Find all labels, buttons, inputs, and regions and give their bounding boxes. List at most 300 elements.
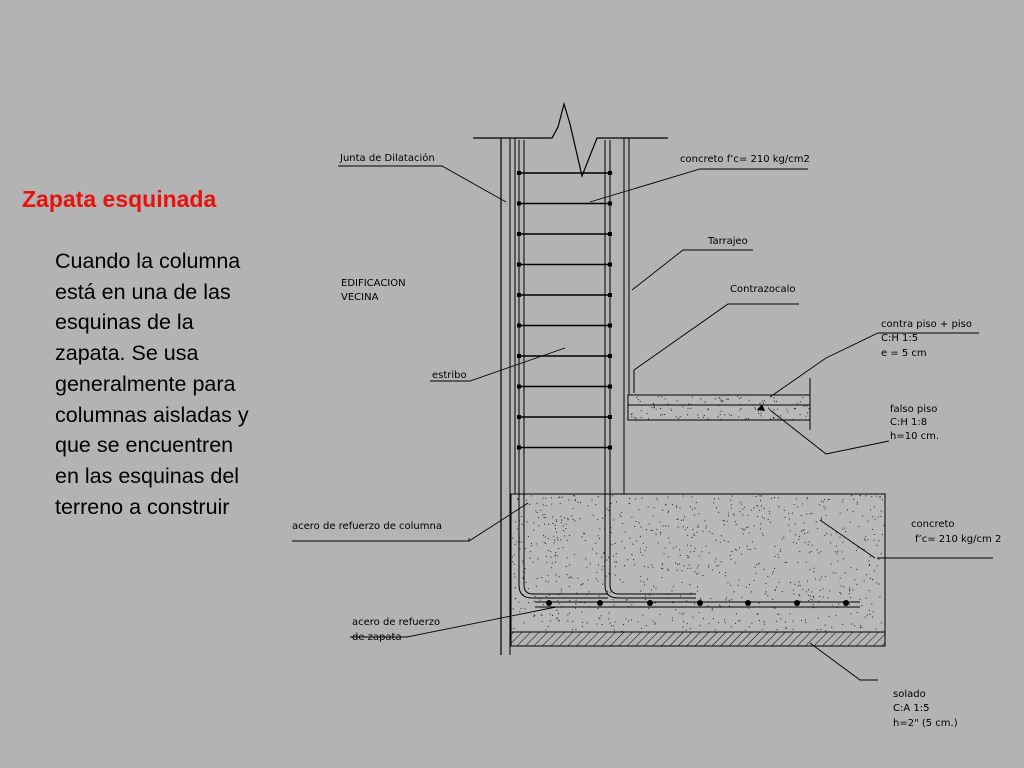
concrete-speck — [688, 556, 689, 557]
concrete-speck — [813, 597, 814, 598]
label-concreto-columna: concreto f’c= 210 kg/cm2 — [680, 154, 810, 165]
concrete-speck — [559, 497, 560, 498]
floor-speck — [721, 419, 722, 420]
concrete-speck — [626, 618, 627, 619]
concrete-speck — [746, 527, 747, 528]
concrete-speck — [842, 552, 843, 553]
concrete-speck — [651, 590, 652, 591]
concrete-speck — [548, 538, 549, 539]
floor-speck — [749, 400, 750, 401]
concrete-speck — [526, 582, 527, 583]
concrete-speck — [549, 595, 550, 596]
stirrup-bar-dot — [517, 171, 521, 175]
concrete-speck — [611, 625, 612, 626]
concrete-speck — [718, 622, 719, 623]
concrete-speck — [561, 589, 562, 590]
concrete-speck — [687, 527, 688, 528]
concrete-speck — [566, 524, 567, 525]
floor-speck — [751, 404, 752, 405]
concrete-speck — [686, 600, 687, 601]
concrete-speck — [858, 547, 859, 548]
concrete-speck — [793, 594, 794, 595]
floor-speck — [754, 407, 755, 408]
concrete-speck — [725, 622, 726, 623]
concrete-speck — [685, 529, 686, 530]
concrete-speck — [812, 545, 813, 546]
concrete-speck — [640, 527, 641, 528]
floor-speck — [688, 404, 689, 405]
concrete-speck — [537, 512, 538, 513]
concrete-speck — [653, 586, 654, 587]
floor-speck — [671, 410, 672, 411]
concrete-speck — [851, 624, 852, 625]
concrete-speck — [627, 559, 628, 560]
concrete-speck — [653, 621, 654, 622]
concrete-speck — [592, 549, 593, 550]
concrete-speck — [700, 599, 701, 600]
concrete-speck — [854, 579, 855, 580]
concrete-speck — [753, 580, 754, 581]
concrete-speck — [645, 599, 646, 600]
floor-speck — [648, 418, 649, 419]
floor-speck — [641, 417, 642, 418]
concrete-speck — [794, 504, 795, 505]
stirrup-bar-dot — [608, 202, 612, 206]
concrete-speck — [558, 621, 559, 622]
concrete-speck — [560, 539, 561, 540]
concrete-speck — [756, 564, 757, 565]
concrete-speck — [738, 585, 739, 586]
concrete-speck — [615, 566, 616, 567]
concrete-speck — [871, 496, 872, 497]
concrete-speck — [556, 581, 557, 582]
concrete-speck — [621, 516, 622, 517]
concrete-speck — [544, 514, 545, 515]
stirrup-bar-dot — [608, 263, 612, 267]
concrete-speck — [531, 545, 532, 546]
concrete-speck — [679, 613, 680, 614]
concrete-speck — [644, 585, 645, 586]
concrete-speck — [569, 613, 570, 614]
concrete-speck — [564, 517, 565, 518]
concrete-speck — [670, 542, 671, 543]
concrete-speck — [736, 524, 737, 525]
concrete-speck — [699, 625, 700, 626]
label-tarrajeo: Tarrajeo — [708, 236, 748, 247]
concrete-speck — [631, 517, 632, 518]
concrete-speck — [774, 608, 775, 609]
concrete-speck — [749, 533, 750, 534]
concrete-speck — [849, 604, 850, 605]
floor-speck — [764, 400, 765, 401]
concrete-speck — [764, 518, 765, 519]
concrete-speck — [858, 526, 859, 527]
concrete-speck — [665, 526, 666, 527]
concrete-speck — [694, 515, 695, 516]
concrete-speck — [546, 556, 547, 557]
concrete-speck — [533, 530, 534, 531]
concrete-speck — [581, 611, 582, 612]
concrete-speck — [598, 564, 599, 565]
concrete-speck — [696, 574, 697, 575]
concrete-speck — [623, 582, 624, 583]
floor-speck — [636, 418, 637, 419]
floor-speck — [654, 406, 655, 407]
concrete-speck — [773, 571, 774, 572]
concrete-speck — [569, 564, 570, 565]
concrete-speck — [687, 535, 688, 536]
floor-speck — [725, 404, 726, 405]
concrete-speck — [876, 583, 877, 584]
concrete-speck — [512, 538, 513, 539]
concrete-speck — [825, 630, 826, 631]
concrete-speck — [778, 497, 779, 498]
concrete-speck — [599, 596, 600, 597]
concrete-speck — [762, 533, 763, 534]
stirrup-bar-dot — [608, 293, 612, 297]
concrete-speck — [546, 505, 547, 506]
concrete-speck — [528, 588, 529, 589]
concrete-speck — [695, 508, 696, 509]
concrete-speck — [679, 564, 680, 565]
floor-speck — [748, 418, 749, 419]
floor-speck — [794, 408, 795, 409]
concrete-speck — [718, 498, 719, 499]
concrete-speck — [599, 617, 600, 618]
concrete-speck — [724, 520, 725, 521]
floor-speck — [640, 401, 641, 402]
concrete-speck — [809, 552, 810, 553]
concrete-speck — [583, 533, 584, 534]
concrete-speck — [793, 542, 794, 543]
floor-speck — [719, 398, 720, 399]
concrete-speck — [656, 529, 657, 530]
concrete-speck — [714, 498, 715, 499]
concrete-speck — [764, 569, 765, 570]
stirrup-bar-dot — [517, 354, 521, 358]
concrete-speck — [529, 504, 530, 505]
concrete-speck — [602, 518, 603, 519]
concrete-speck — [598, 535, 599, 536]
concrete-speck — [567, 518, 568, 519]
concrete-speck — [649, 524, 650, 525]
concrete-speck — [736, 613, 737, 614]
concrete-speck — [668, 537, 669, 538]
floor-speck — [787, 411, 788, 412]
concrete-speck — [552, 517, 553, 518]
concrete-speck — [612, 495, 613, 496]
floor-speck — [638, 399, 639, 400]
concrete-speck — [683, 496, 684, 497]
concrete-speck — [640, 552, 641, 553]
concrete-speck — [595, 504, 596, 505]
floor-speck — [807, 412, 808, 413]
concrete-speck — [667, 569, 668, 570]
concrete-speck — [660, 614, 661, 615]
floor-speck — [797, 403, 798, 404]
rebar-section — [647, 600, 653, 606]
floor-speck — [773, 418, 774, 419]
concrete-speck — [611, 532, 612, 533]
concrete-speck — [851, 495, 852, 496]
concrete-speck — [633, 559, 634, 560]
floor-speck — [632, 413, 633, 414]
floor-speck — [758, 413, 759, 414]
concrete-speck — [639, 522, 640, 523]
concrete-speck — [801, 515, 802, 516]
concrete-speck — [870, 578, 871, 579]
concrete-speck — [631, 620, 632, 621]
concrete-speck — [824, 506, 825, 507]
floor-speck — [802, 397, 803, 398]
concrete-speck — [682, 582, 683, 583]
concrete-speck — [588, 579, 589, 580]
concrete-speck — [515, 598, 516, 599]
concrete-speck — [845, 572, 846, 573]
concrete-speck — [871, 604, 872, 605]
concrete-speck — [744, 530, 745, 531]
concrete-speck — [728, 513, 729, 514]
concrete-speck — [705, 520, 706, 521]
concrete-speck — [880, 496, 881, 497]
concrete-speck — [514, 554, 515, 555]
concrete-speck — [831, 534, 832, 535]
concrete-speck — [574, 495, 575, 496]
concrete-speck — [698, 573, 699, 574]
stirrup-bar-dot — [517, 263, 521, 267]
concrete-speck — [548, 626, 549, 627]
concrete-speck — [784, 510, 785, 511]
concrete-speck — [804, 533, 805, 534]
concrete-speck — [654, 624, 655, 625]
concrete-speck — [556, 618, 557, 619]
concrete-speck — [563, 530, 564, 531]
slide-body-text: Cuando la columna está en una de las esquinas de la zapata. Se usa generalmente para columnas aisladas y que se encuentren en las esquinas del terreno a construir — [55, 249, 249, 519]
concrete-speck — [747, 545, 748, 546]
concrete-speck — [567, 615, 568, 616]
concrete-speck — [709, 531, 710, 532]
concrete-speck — [746, 587, 747, 588]
concrete-speck — [725, 572, 726, 573]
concrete-speck — [753, 507, 754, 508]
floor-speck — [739, 409, 740, 410]
concrete-speck — [681, 520, 682, 521]
concrete-speck — [648, 507, 649, 508]
concrete-speck — [553, 536, 554, 537]
stirrup-bar-dot — [608, 171, 612, 175]
floor-speck — [718, 397, 719, 398]
floor-speck — [720, 414, 721, 415]
concrete-speck — [736, 550, 737, 551]
concrete-speck — [625, 531, 626, 532]
floor-speck — [793, 419, 794, 420]
concrete-speck — [614, 629, 615, 630]
concrete-speck — [543, 535, 544, 536]
concrete-speck — [687, 623, 688, 624]
concrete-speck — [582, 622, 583, 623]
concrete-speck — [793, 629, 794, 630]
concrete-speck — [550, 614, 551, 615]
concrete-speck — [640, 549, 641, 550]
concrete-speck — [742, 528, 743, 529]
floor-speck — [641, 410, 642, 411]
concrete-speck — [809, 541, 810, 542]
concrete-speck — [540, 510, 541, 511]
concrete-speck — [865, 540, 866, 541]
concrete-speck — [813, 571, 814, 572]
concrete-speck — [556, 575, 557, 576]
concrete-speck — [693, 534, 694, 535]
floor-speck — [715, 399, 716, 400]
concrete-speck — [568, 500, 569, 501]
concrete-speck — [703, 575, 704, 576]
floor-speck — [776, 401, 777, 402]
concrete-speck — [808, 595, 809, 596]
concrete-speck — [712, 610, 713, 611]
floor-speck — [739, 398, 740, 399]
concrete-speck — [667, 512, 668, 513]
rebar-section — [697, 600, 703, 606]
concrete-speck — [706, 525, 707, 526]
concrete-speck — [879, 597, 880, 598]
concrete-speck — [726, 597, 727, 598]
concrete-speck — [575, 500, 576, 501]
concrete-speck — [677, 519, 678, 520]
floor-speck — [698, 417, 699, 418]
concrete-speck — [521, 542, 522, 543]
concrete-speck — [652, 567, 653, 568]
concrete-speck — [731, 599, 732, 600]
concrete-speck — [616, 561, 617, 562]
concrete-speck — [690, 568, 691, 569]
floor-speck — [760, 415, 761, 416]
concrete-speck — [687, 555, 688, 556]
floor-speck — [721, 399, 722, 400]
concrete-speck — [627, 599, 628, 600]
concrete-speck — [730, 585, 731, 586]
concrete-speck — [748, 549, 749, 550]
floor-speck — [660, 415, 661, 416]
concrete-speck — [573, 519, 574, 520]
concrete-speck — [635, 521, 636, 522]
floor-speck — [651, 407, 652, 408]
concrete-speck — [808, 600, 809, 601]
concrete-speck — [525, 568, 526, 569]
concrete-speck — [553, 523, 554, 524]
concrete-speck — [864, 581, 865, 582]
concrete-speck — [575, 629, 576, 630]
concrete-speck — [683, 621, 684, 622]
concrete-speck — [805, 619, 806, 620]
floor-speck — [661, 396, 662, 397]
concrete-speck — [796, 543, 797, 544]
concrete-speck — [775, 589, 776, 590]
concrete-speck — [607, 509, 608, 510]
concrete-speck — [807, 498, 808, 499]
concrete-speck — [840, 593, 841, 594]
concrete-speck — [815, 579, 816, 580]
concrete-speck — [708, 623, 709, 624]
concrete-speck — [843, 586, 844, 587]
concrete-speck — [868, 560, 869, 561]
concrete-speck — [854, 625, 855, 626]
concrete-speck — [703, 618, 704, 619]
concrete-speck — [799, 551, 800, 552]
concrete-speck — [535, 596, 536, 597]
concrete-speck — [759, 620, 760, 621]
concrete-speck — [544, 517, 545, 518]
concrete-speck — [839, 592, 840, 593]
stirrup-bar-dot — [517, 415, 521, 419]
floor-speck — [656, 409, 657, 410]
concrete-speck — [802, 503, 803, 504]
concrete-speck — [810, 599, 811, 600]
concrete-speck — [869, 565, 870, 566]
concrete-speck — [643, 582, 644, 583]
concrete-speck — [811, 592, 812, 593]
concrete-speck — [565, 528, 566, 529]
concrete-speck — [557, 555, 558, 556]
concrete-speck — [608, 613, 609, 614]
concrete-speck — [845, 531, 846, 532]
concrete-speck — [640, 536, 641, 537]
concrete-speck — [850, 597, 851, 598]
concrete-speck — [534, 601, 535, 602]
floor-speck — [700, 404, 701, 405]
concrete-speck — [708, 567, 709, 568]
concrete-speck — [634, 564, 635, 565]
concrete-speck — [712, 608, 713, 609]
concrete-speck — [569, 600, 570, 601]
concrete-speck — [824, 499, 825, 500]
floor-speck — [664, 414, 665, 415]
concrete-speck — [712, 533, 713, 534]
concrete-speck — [785, 517, 786, 518]
concrete-speck — [574, 554, 575, 555]
concrete-speck — [741, 504, 742, 505]
concrete-speck — [772, 599, 773, 600]
concrete-speck — [727, 582, 728, 583]
concrete-speck — [765, 583, 766, 584]
concrete-speck — [612, 544, 613, 545]
concrete-speck — [769, 513, 770, 514]
stirrup-bar-dot — [608, 446, 612, 450]
concrete-speck — [539, 525, 540, 526]
concrete-speck — [743, 514, 744, 515]
concrete-speck — [824, 535, 825, 536]
concrete-speck — [575, 499, 576, 500]
concrete-speck — [687, 568, 688, 569]
concrete-speck — [873, 611, 874, 612]
concrete-speck — [515, 587, 516, 588]
concrete-speck — [837, 551, 838, 552]
floor-speck — [677, 400, 678, 401]
concrete-speck — [516, 541, 517, 542]
concrete-speck — [653, 507, 654, 508]
concrete-speck — [850, 522, 851, 523]
concrete-speck — [573, 508, 574, 509]
concrete-speck — [572, 629, 573, 630]
concrete-speck — [614, 605, 615, 606]
concrete-speck — [857, 612, 858, 613]
concrete-speck — [710, 598, 711, 599]
concrete-speck — [596, 553, 597, 554]
concrete-speck — [608, 618, 609, 619]
concrete-speck — [610, 623, 611, 624]
concrete-speck — [869, 590, 870, 591]
concrete-speck — [860, 599, 861, 600]
concrete-speck — [730, 555, 731, 556]
